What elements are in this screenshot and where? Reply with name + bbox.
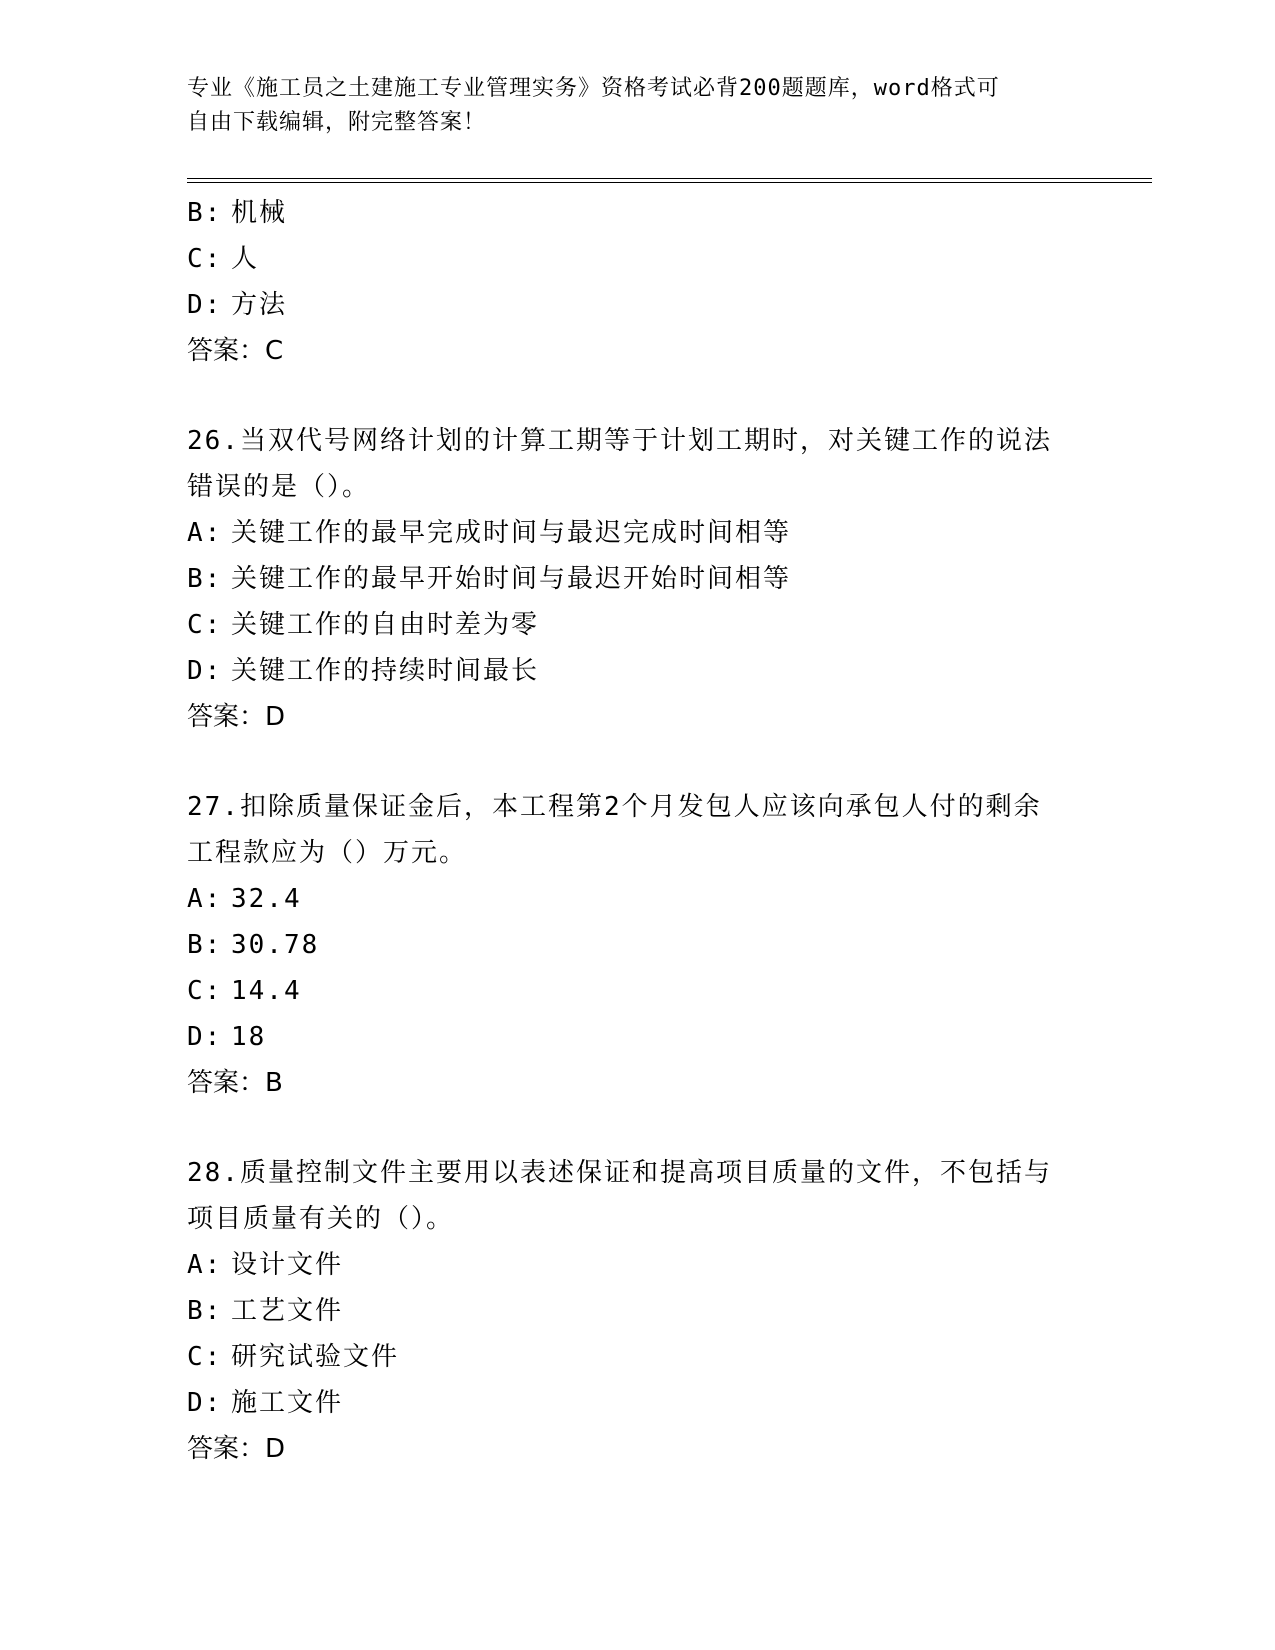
option-d: [187, 1014, 1087, 1060]
spacer: [187, 374, 1087, 418]
option-c: [187, 236, 1087, 282]
spacer: [187, 740, 1087, 784]
question-content: [187, 190, 1087, 1472]
document-header: [187, 72, 1067, 140]
option-d: [187, 1380, 1087, 1426]
option-text: 关键工作的自由时差为零: [231, 610, 540, 640]
option-letter: B:: [187, 198, 223, 228]
question-stem-line-1: 27.扣除质量保证金后，本工程第2个月发包人应该向承包人付的剩余: [187, 792, 1042, 822]
answer-line: 答案：B: [187, 1068, 283, 1098]
option-letter: D:: [187, 656, 223, 686]
question-stem-line-2: 工程款应为（）万元。: [187, 838, 468, 868]
option-letter: A:: [187, 518, 223, 548]
option-letter: B:: [187, 564, 223, 594]
question-26: [187, 418, 1087, 740]
option-letter: D:: [187, 290, 223, 320]
option-text: 机械: [231, 198, 288, 228]
option-text: 18: [231, 1022, 267, 1052]
option-letter: C:: [187, 244, 223, 274]
option-text: 关键工作的最早完成时间与最迟完成时间相等: [231, 518, 792, 548]
option-a: [187, 876, 1087, 922]
question-stem-line-1: 26.当双代号网络计划的计算工期等于计划工期时，对关键工作的说法: [187, 426, 1052, 456]
option-c: [187, 602, 1087, 648]
option-text: 30.78: [231, 930, 320, 960]
option-a: [187, 510, 1087, 556]
header-title-line-2: 自由下载编辑，附完整答案！: [187, 110, 487, 135]
option-text: 工艺文件: [231, 1296, 344, 1326]
option-text: 14.4: [231, 976, 302, 1006]
option-b: [187, 190, 1087, 236]
header-rule-top: [187, 178, 1152, 179]
option-text: 设计文件: [231, 1250, 344, 1280]
option-letter: C:: [187, 1342, 223, 1372]
option-text: 关键工作的最早开始时间与最迟开始时间相等: [231, 564, 792, 594]
option-a: [187, 1242, 1087, 1288]
option-text: 人: [231, 244, 260, 274]
spacer: [187, 1106, 1087, 1150]
answer-line: 答案：C: [187, 336, 284, 366]
option-b: [187, 922, 1087, 968]
question-stem-line-2: 错误的是（）。: [187, 472, 371, 502]
option-letter: B:: [187, 1296, 223, 1326]
option-c: [187, 1334, 1087, 1380]
option-text: 32.4: [231, 884, 302, 914]
option-c: [187, 968, 1087, 1014]
option-text: 关键工作的持续时间最长: [231, 656, 540, 686]
header-title-line-1: 专业《施工员之土建施工专业管理实务》资格考试必背200题题库，word格式可: [187, 76, 1000, 101]
option-b: [187, 556, 1087, 602]
option-letter: A:: [187, 884, 223, 914]
question-stem-line-1: 28.质量控制文件主要用以表述保证和提高项目质量的文件，不包括与: [187, 1158, 1052, 1188]
option-text: 研究试验文件: [231, 1342, 400, 1372]
option-text: 方法: [231, 290, 288, 320]
option-d: [187, 648, 1087, 694]
option-b: [187, 1288, 1087, 1334]
option-text: 施工文件: [231, 1388, 344, 1418]
option-letter: B:: [187, 930, 223, 960]
header-rule-bottom: [187, 182, 1152, 183]
option-letter: A:: [187, 1250, 223, 1280]
option-letter: C:: [187, 610, 223, 640]
question-28: [187, 1150, 1087, 1472]
option-letter: D:: [187, 1388, 223, 1418]
question-25-tail: [187, 190, 1087, 374]
question-27: [187, 784, 1087, 1106]
option-letter: C:: [187, 976, 223, 1006]
answer-line: 答案：D: [187, 702, 286, 732]
option-letter: D:: [187, 1022, 223, 1052]
answer-line: 答案：D: [187, 1434, 286, 1464]
question-stem-line-2: 项目质量有关的（）。: [187, 1204, 455, 1234]
option-d: [187, 282, 1087, 328]
